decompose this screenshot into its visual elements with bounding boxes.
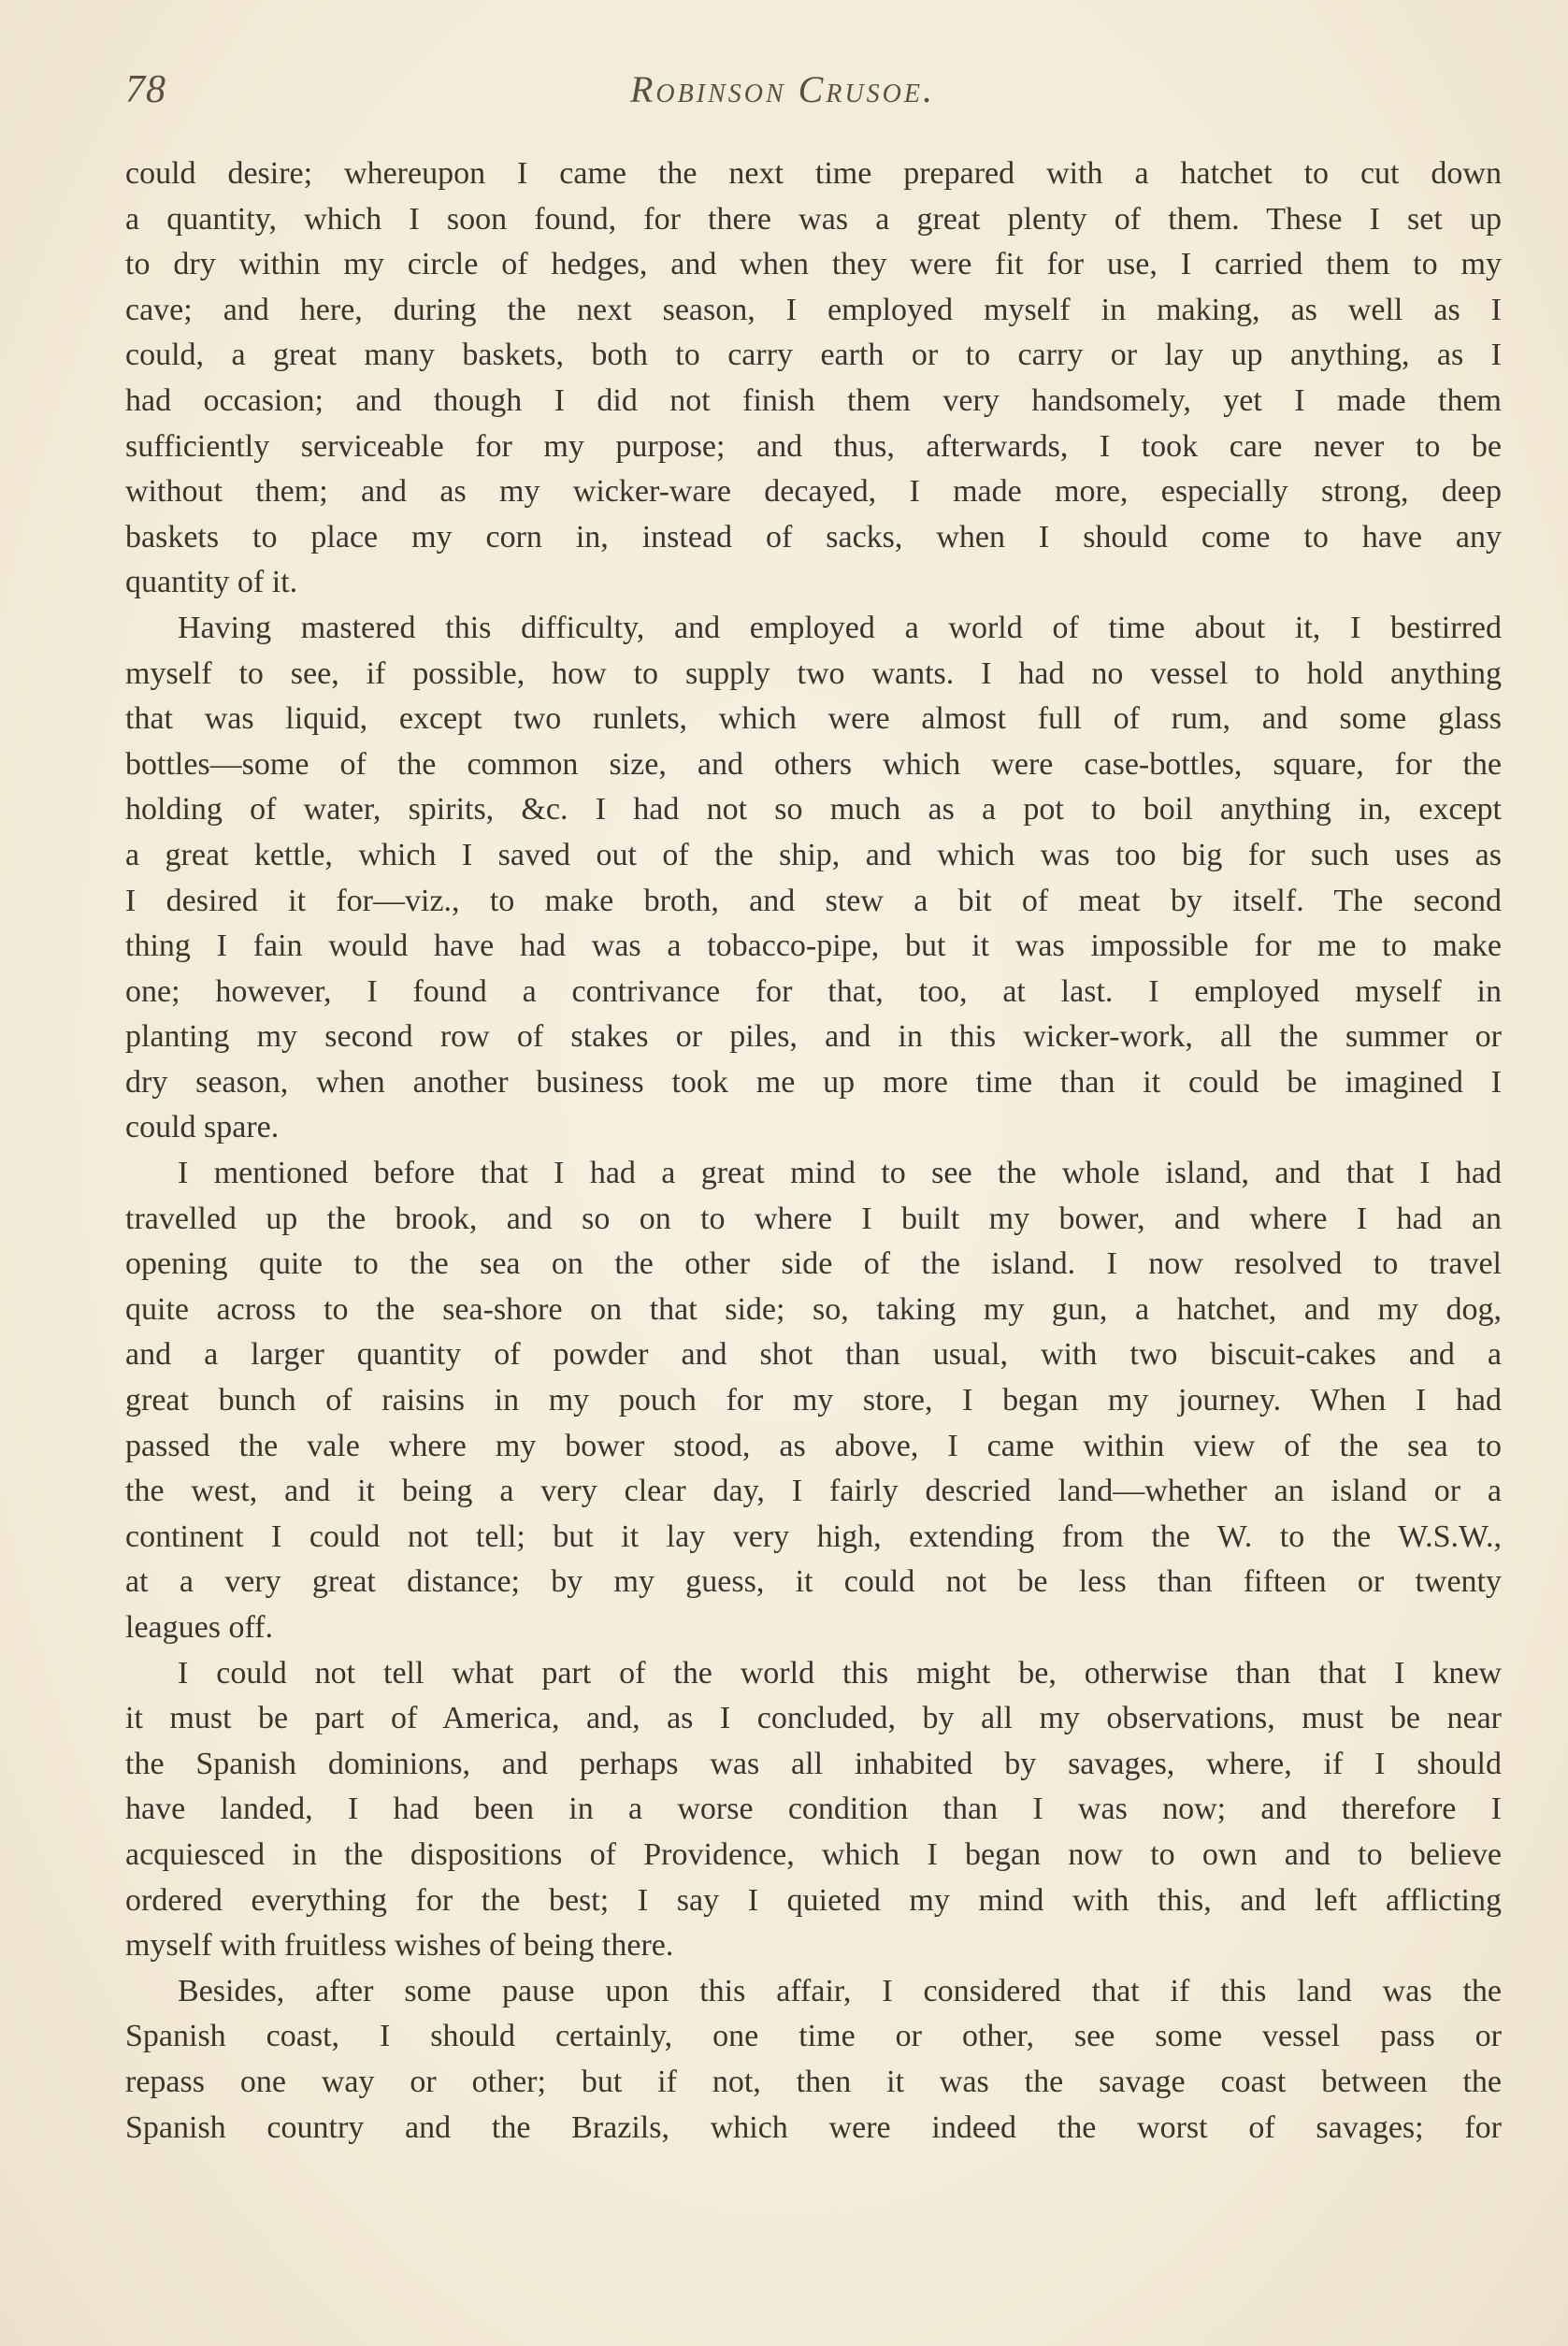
text-line: continent I could not tell; but it lay very high, extending from the W. to the W.S.W., (125, 1518, 1502, 1554)
text-line: one; however, I found a contrivance for that, too, at last. I employed myself in (125, 973, 1502, 1009)
text-line: without them; and as my wicker-ware decayed, I made more, especially strong, deep (125, 474, 1502, 510)
text-line: baskets to place my corn in, instead of sacks, when I should come to have any (125, 519, 1502, 554)
text-line: thing I fain would have had was a tobacco-pipe, but it was impossible for me to make (125, 928, 1502, 964)
text-line: a great kettle, which I saved out of the ship, and which was too big for such uses as (125, 837, 1502, 872)
text-line: the west, and it being a very clear day, I fairly descried land—whether an island or a (125, 1474, 1502, 1509)
page-header (125, 67, 1509, 123)
text-line: that was liquid, except two runlets, which were almost full of rum, and some glass (125, 701, 1502, 737)
text-line: could desire; whereupon I came the next time prepared with a hatchet to cut down (125, 156, 1502, 191)
running-head: Robinson Crusoe. (630, 68, 935, 110)
text-line: leagues off. (125, 1610, 273, 1645)
text-line: repass one way or other; but if not, then it was the savage coast between the (125, 2064, 1502, 2099)
text-line: to dry within my circle of hedges, and when they were fit for use, I carried them to my (125, 247, 1502, 282)
text-line: and a larger quantity of powder and shot than usual, with two biscuit-cakes and a (125, 1337, 1502, 1373)
text-line: a quantity, which I soon found, for there was a great plenty of them. These I set up (125, 201, 1502, 237)
text-line: planting my second row of stakes or piles, and in this wicker-work, all the summer or (125, 1019, 1502, 1055)
text-line: acquiesced in the dispositions of Providence, which I began now to own and to believe (125, 1836, 1502, 1872)
text-line: could spare. (125, 1110, 280, 1145)
text-line: it must be part of America, and, as I concluded, by all my observations, must be near (125, 1701, 1502, 1736)
text-line: travelled up the brook, and so on to where I built my bower, and where I had an (125, 1201, 1502, 1236)
body-text (125, 151, 1502, 2151)
text-line: I could not tell what part of the world this might be, otherwise than that I knew (178, 1655, 1502, 1691)
text-line: Having mastered this difficulty, and employed a world of time about it, I bestirred (178, 610, 1502, 645)
text-line: dry season, when another business took me up more time than it could be imagined I (125, 1064, 1502, 1100)
text-line: myself with fruitless wishes of being there. (125, 1928, 674, 1964)
text-line: holding of water, spirits, &c. I had not so much as a pot to boil anything in, except (125, 792, 1502, 828)
page-number: 78 (125, 68, 166, 111)
text-line: I mentioned before that I had a great mind to see the whole island, and that I had (178, 1156, 1502, 1191)
text-line: have landed, I had been in a worse condition than I was now; and therefore I (125, 1792, 1502, 1827)
text-line: quite across to the sea-shore on that side; so, taking my gun, a hatchet, and my dog, (125, 1291, 1502, 1327)
text-line: sufficiently serviceable for my purpose; and thus, afterwards, I took care never to be (125, 428, 1502, 464)
text-line: I desired it for—viz., to make broth, and stew a bit of meat by itself. The second (125, 883, 1502, 918)
text-line: myself to see, if possible, how to supply two wants. I had no vessel to hold anything (125, 655, 1502, 691)
text-line: the Spanish dominions, and perhaps was all inhabited by savages, where, if I should (125, 1746, 1502, 1781)
text-line: Spanish coast, I should certainly, one time or other, see some vessel pass or (125, 2019, 1502, 2054)
text-line: could, a great many baskets, both to carry earth or to carry or lay up anything, as I (125, 338, 1502, 373)
text-line: ordered everything for the best; I say I quieted my mind with this, and left afflicting (125, 1882, 1502, 1918)
text-line: cave; and here, during the next season, I employed myself in making, as well as I (125, 292, 1502, 327)
text-line: had occasion; and though I did not finish them very handsomely, yet I made them (125, 382, 1502, 418)
text-line: at a very great distance; by my guess, it could not be less than fifteen or twenty (125, 1564, 1502, 1600)
text-line: opening quite to the sea on the other side of the island. I now resolved to travel (125, 1246, 1502, 1282)
text-line: Besides, after some pause upon this affair, I considered that if this land was the (178, 1973, 1502, 2008)
text-line: bottles—some of the common size, and others which were case-bottles, square, for the (125, 746, 1502, 782)
text-line: great bunch of raisins in my pouch for my store, I began my journey. When I had (125, 1383, 1502, 1418)
text-line: passed the vale where my bower stood, as above, I came within view of the sea to (125, 1428, 1502, 1463)
text-line: quantity of it. (125, 565, 298, 600)
text-line: Spanish country and the Brazils, which were indeed the worst of savages; for (125, 2109, 1502, 2145)
